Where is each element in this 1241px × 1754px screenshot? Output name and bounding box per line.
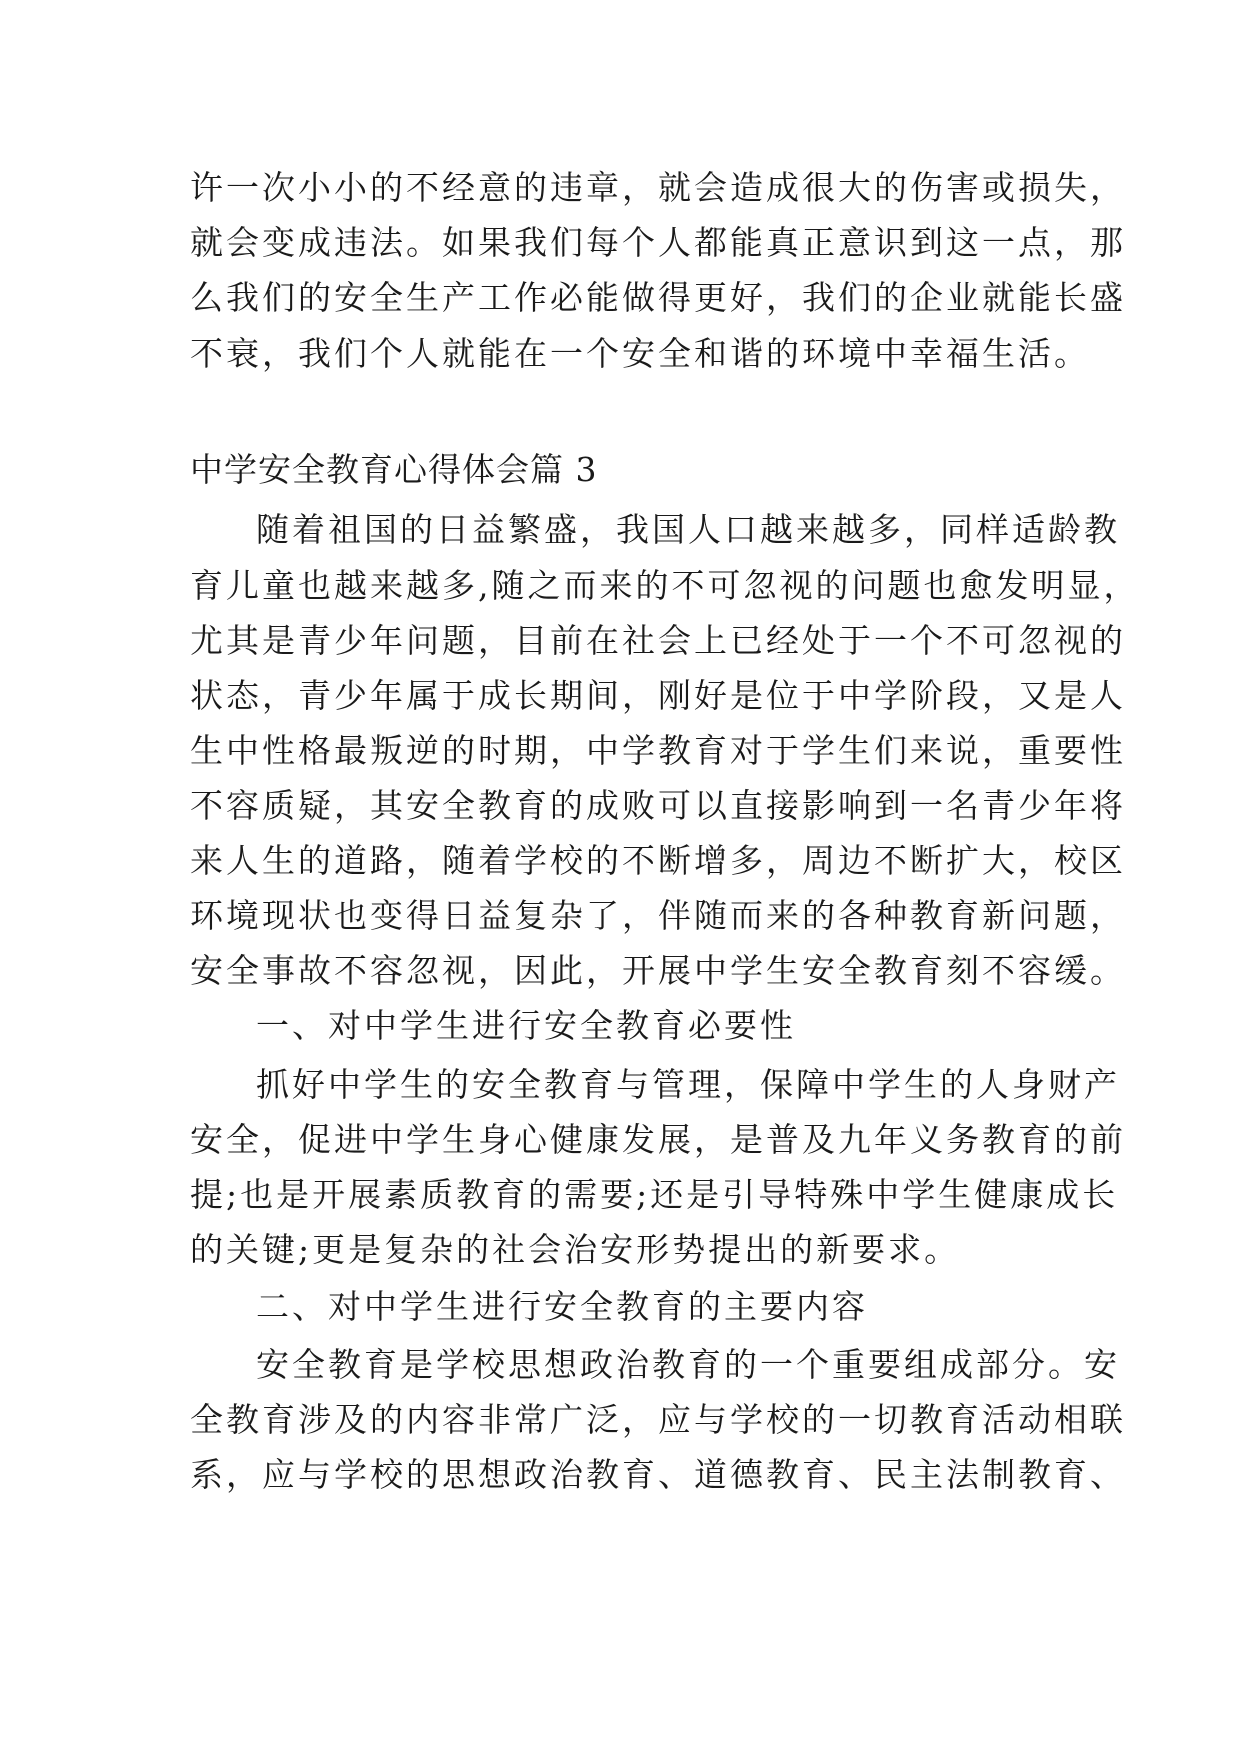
paragraph-line: 系，应与学校的思想政治教育、道德教育、民主法制教育、 [190,1455,1126,1494]
paragraph-line: 提;也是开展素质教育的需要;还是引导特殊中学生健康成长 [190,1175,1119,1214]
paragraph-line: 全教育涉及的内容非常广泛，应与学校的一切教育活动相联 [190,1400,1126,1439]
paragraph-line: 安全教育是学校思想政治教育的一个重要组成部分。安 [256,1345,1120,1384]
paragraph-line: 生中性格最叛逆的时期，中学教育对于学生们来说，重要性 [190,731,1126,770]
paragraph-line: 随着祖国的日益繁盛，我国人口越来越多，同样适龄教 [256,510,1120,549]
paragraph-line: 抓好中学生的安全教育与管理，保障中学生的人身财产 [256,1065,1120,1104]
paragraph-line: 就会变成违法。如果我们每个人都能真正意识到这一点，那 [190,223,1126,262]
paragraph-line: 许一次小小的不经意的违章，就会造成很大的伤害或损失， [190,168,1126,207]
paragraph-line: 育儿童也越来越多,随之而来的不可忽视的问题也愈发明显， [190,566,1140,605]
section-heading: 中学安全教育心得体会篇 3 [190,450,598,489]
paragraph-line: 安全事故不容忽视，因此，开展中学生安全教育刻不容缓。 [190,951,1126,990]
paragraph-line: 的关键;更是复杂的社会治安形势提出的新要求。 [190,1230,961,1269]
paragraph-line: 不衰，我们个人就能在一个安全和谐的环境中幸福生活。 [190,334,1090,373]
subsection-heading: 二、对中学生进行安全教育的主要内容 [256,1287,868,1326]
paragraph-line: 不容质疑，其安全教育的成败可以直接影响到一名青少年将 [190,786,1126,825]
paragraph-line: 么我们的安全生产工作必能做得更好，我们的企业就能长盛 [190,278,1126,317]
paragraph-line: 环境现状也变得日益复杂了，伴随而来的各种教育新问题， [190,896,1126,935]
subsection-heading: 一、对中学生进行安全教育必要性 [256,1006,796,1045]
paragraph-line: 尤其是青少年问题，目前在社会上已经处于一个不可忽视的 [190,621,1126,660]
paragraph-line: 安全，促进中学生身心健康发展，是普及九年义务教育的前 [190,1120,1126,1159]
paragraph-line: 状态，青少年属于成长期间，刚好是位于中学阶段，又是人 [190,676,1126,715]
paragraph-line: 来人生的道路，随着学校的不断增多，周边不断扩大，校区 [190,841,1126,880]
